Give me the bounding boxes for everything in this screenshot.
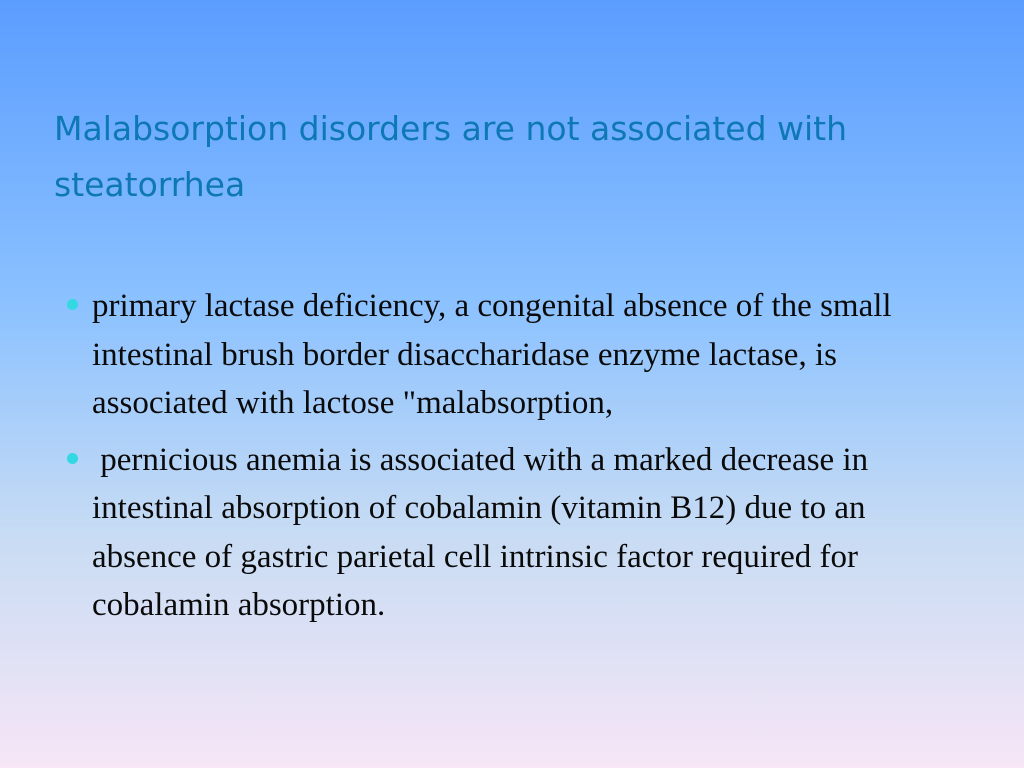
- bullet-text: primary lactase deficiency, a congenital absence of the small intestinal brush border disaccharidase enzyme lactase, is associated with lactose "malabsorption,: [92, 288, 900, 421]
- bullet-dot-icon: [67, 453, 78, 464]
- bullet-text: pernicious anemia is associated with a marked decrease in intestinal absorption of cobalamin (vitamin B12) due to an absence of gastric parietal cell intrinsic factor required for cobalamin absorption.: [92, 441, 877, 623]
- slide-title: Malabsorption disorders are not associated with steatorrhea: [54, 109, 848, 204]
- bullet-dot-icon: [67, 299, 78, 310]
- bullet-item-lactase: [62, 282, 962, 428]
- bullet-item-pernicious-anemia: [62, 436, 962, 630]
- bullet-list: [62, 282, 962, 638]
